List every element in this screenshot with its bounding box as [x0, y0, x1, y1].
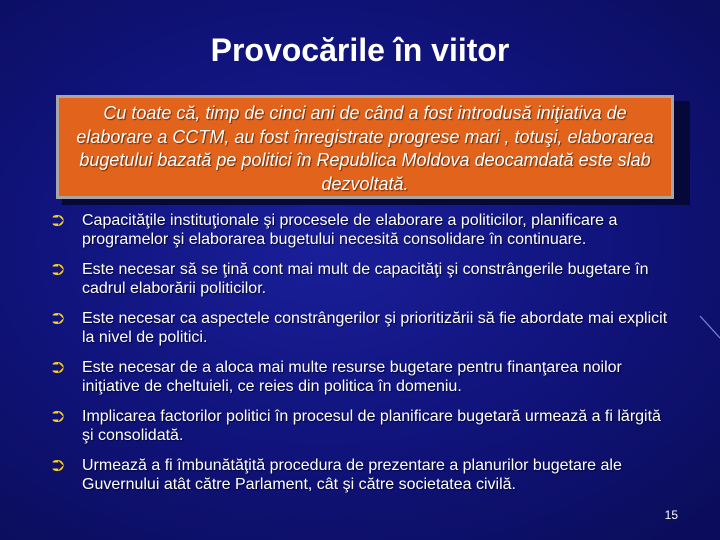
arrow-bullet-icon: ⮊: [52, 407, 65, 426]
bullet-text: Capacităţile instituţionale şi procesele de elaborare a politicilor, planificare a programelor şi elaborarea bugetului necesită consolidare în continuare.: [82, 212, 618, 248]
arrow-bullet-icon: ⮊: [52, 211, 65, 230]
bullet-text: Este necesar de a aloca mai multe resurse bugetare pentru finanţarea noilor iniţiative de cheltuieli, ce reies din politica în domeniu.: [82, 359, 622, 395]
bullet-text: Este necesar ca aspectele constrângerilor şi prioritizării să fie abordate mai explicit la nivel de politici.: [82, 310, 668, 346]
arrow-bullet-icon: ⮊: [52, 260, 65, 279]
slide-title: Provocările în viitor: [210, 32, 510, 68]
bullet-text: Este necesar să se ţină cont mai mult de capacităţi şi constrângerile bugetare în cadrul elaborării politicilor.: [82, 261, 649, 297]
arrow-bullet-icon: ⮊: [52, 309, 65, 328]
callout-box: Cu toate că, timp de cinci ani de când a fost introdusă iniţiativa de elaborare a CCTM, au fost înregistrate progrese mari , totuşi, elaborarea bugetului bazată pe politici în Republica Moldova deocamdată este slab dezvoltată.: [56, 95, 674, 199]
page-number: 15: [664, 508, 678, 522]
arrow-bullet-icon: ⮊: [52, 358, 65, 377]
arrow-bullet-icon: ⮊: [52, 456, 65, 475]
bullet-text: Urmează a fi îmbunătăţită procedura de prezentare a planurilor bugetare ale Guvernului atât către Parlament, cât şi către societatea civilă.: [82, 457, 622, 493]
bullet-text: Implicarea factorilor politici în procesul de planificare bugetară urmează a fi lărgită şi consolidată.: [82, 408, 661, 444]
